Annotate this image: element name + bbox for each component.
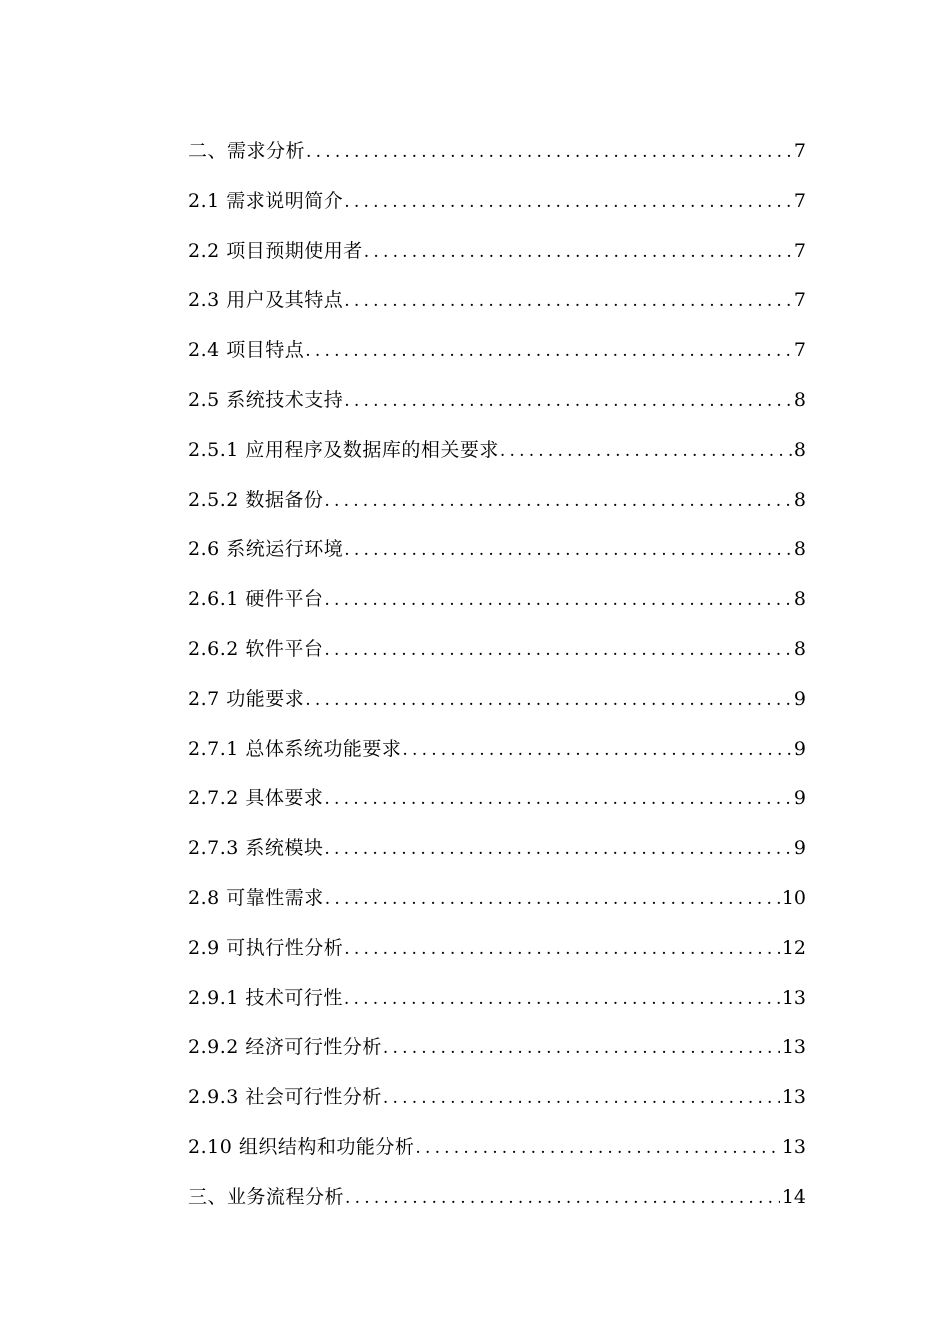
toc-dot-leader bbox=[324, 626, 792, 676]
toc-entry-title: 2.7.3 系统模块 bbox=[188, 837, 324, 860]
toc-entry[interactable] bbox=[188, 476, 806, 526]
toc-entry-title: 2.2 项目预期使用者 bbox=[188, 239, 363, 262]
toc-page-number: 9 bbox=[793, 737, 806, 760]
toc-page-number: 9 bbox=[793, 787, 806, 810]
toc-page-number: 8 bbox=[793, 388, 806, 411]
toc-dot-leader bbox=[415, 1124, 779, 1174]
toc-entry-title: 2.10 组织结构和功能分析 bbox=[188, 1135, 415, 1158]
toc-entry[interactable] bbox=[188, 426, 806, 476]
toc-entry[interactable] bbox=[188, 924, 806, 974]
toc-entry[interactable] bbox=[188, 227, 806, 277]
toc-entry[interactable] bbox=[188, 177, 806, 227]
toc-page-number: 8 bbox=[793, 538, 806, 561]
toc-dot-leader bbox=[305, 327, 792, 377]
toc-page-number: 13 bbox=[781, 1135, 806, 1158]
toc-page-number: 7 bbox=[793, 140, 806, 162]
toc-entry-title: 2.3 用户及其特点 bbox=[188, 289, 344, 312]
toc-dot-leader bbox=[324, 576, 792, 626]
toc-entry[interactable] bbox=[188, 376, 806, 426]
toc-entry-title: 2.7.1 总体系统功能要求 bbox=[188, 737, 402, 760]
toc-entry[interactable] bbox=[188, 1173, 806, 1223]
toc-dot-leader bbox=[402, 726, 792, 776]
toc-page-number: 8 bbox=[793, 488, 806, 511]
toc-dot-leader bbox=[306, 128, 792, 178]
toc-page-number: 12 bbox=[781, 936, 806, 959]
toc-entry-title: 2.5.2 数据备份 bbox=[188, 488, 324, 511]
toc-dot-leader bbox=[305, 676, 792, 726]
toc-entry-title: 2.9.2 经济可行性分析 bbox=[188, 1036, 382, 1059]
toc-entry-title: 2.5.1 应用程序及数据库的相关要求 bbox=[188, 438, 499, 461]
toc-dot-leader bbox=[344, 277, 792, 327]
toc-dot-leader bbox=[500, 427, 792, 477]
toc-entry[interactable] bbox=[188, 326, 806, 376]
toc-entry[interactable] bbox=[188, 874, 806, 924]
toc-page-number: 8 bbox=[793, 637, 806, 660]
toc-page-number: 9 bbox=[793, 687, 806, 710]
toc-dot-leader bbox=[383, 1024, 780, 1074]
toc-dot-leader bbox=[383, 1074, 780, 1124]
toc-entry[interactable] bbox=[188, 1023, 806, 1073]
toc-page-number: 8 bbox=[793, 588, 806, 611]
toc-page-number: 10 bbox=[781, 886, 806, 909]
toc-page-number: 7 bbox=[793, 289, 806, 312]
toc-entry-title: 二、需求分析 bbox=[188, 140, 306, 162]
toc-entry-title: 2.6.1 硬件平台 bbox=[188, 588, 324, 611]
toc-entry[interactable] bbox=[188, 127, 806, 177]
toc-page-number: 13 bbox=[781, 1036, 806, 1059]
toc-entry-title: 2.7.2 具体要求 bbox=[188, 787, 324, 810]
toc-entry[interactable] bbox=[188, 1123, 806, 1173]
toc-entry-title: 三、业务流程分析 bbox=[188, 1185, 345, 1208]
toc-entry[interactable] bbox=[188, 675, 806, 725]
toc-dot-leader bbox=[364, 228, 792, 278]
toc-dot-leader bbox=[324, 825, 792, 875]
toc-entry-title: 2.7 功能要求 bbox=[188, 687, 305, 710]
toc-page-number: 9 bbox=[793, 837, 806, 860]
toc-entry-title: 2.9.3 社会可行性分析 bbox=[188, 1086, 382, 1109]
toc-entry-title: 2.1 需求说明简介 bbox=[188, 189, 344, 212]
toc-entry[interactable] bbox=[188, 774, 806, 824]
toc-dot-leader bbox=[344, 526, 792, 576]
toc-page-number: 14 bbox=[781, 1185, 806, 1208]
toc-entry-title: 2.4 项目特点 bbox=[188, 339, 305, 362]
toc-entry-title: 2.9 可执行性分析 bbox=[188, 936, 344, 959]
toc-entry[interactable] bbox=[188, 625, 806, 675]
toc-entry[interactable] bbox=[188, 276, 806, 326]
toc-page-number: 7 bbox=[793, 339, 806, 362]
toc-page-number: 13 bbox=[781, 1086, 806, 1109]
toc-page-number: 7 bbox=[793, 189, 806, 212]
toc-dot-leader bbox=[345, 1174, 780, 1224]
toc-dot-leader bbox=[324, 775, 792, 825]
toc-entry-title: 2.8 可靠性需求 bbox=[188, 886, 324, 909]
toc-dot-leader bbox=[324, 477, 792, 527]
toc-entry[interactable] bbox=[188, 824, 806, 874]
toc-entry-title: 2.6.2 软件平台 bbox=[188, 637, 324, 660]
table-of-contents bbox=[188, 127, 806, 1223]
toc-dot-leader bbox=[344, 925, 780, 975]
toc-page-number: 8 bbox=[793, 438, 806, 461]
toc-entry-title: 2.9.1 技术可行性 bbox=[188, 986, 343, 1009]
toc-entry-title: 2.5 系统技术支持 bbox=[188, 388, 344, 411]
toc-page-number: 13 bbox=[781, 986, 806, 1009]
toc-entry[interactable] bbox=[188, 525, 806, 575]
toc-dot-leader bbox=[344, 178, 792, 228]
toc-entry[interactable] bbox=[188, 1073, 806, 1123]
toc-entry[interactable] bbox=[188, 575, 806, 625]
toc-entry[interactable] bbox=[188, 725, 806, 775]
toc-dot-leader bbox=[344, 377, 792, 427]
toc-dot-leader bbox=[325, 875, 780, 925]
toc-entry-title: 2.6 系统运行环境 bbox=[188, 538, 344, 561]
toc-page-number: 7 bbox=[793, 239, 806, 262]
toc-dot-leader bbox=[344, 975, 780, 1025]
toc-entry[interactable] bbox=[188, 974, 806, 1024]
